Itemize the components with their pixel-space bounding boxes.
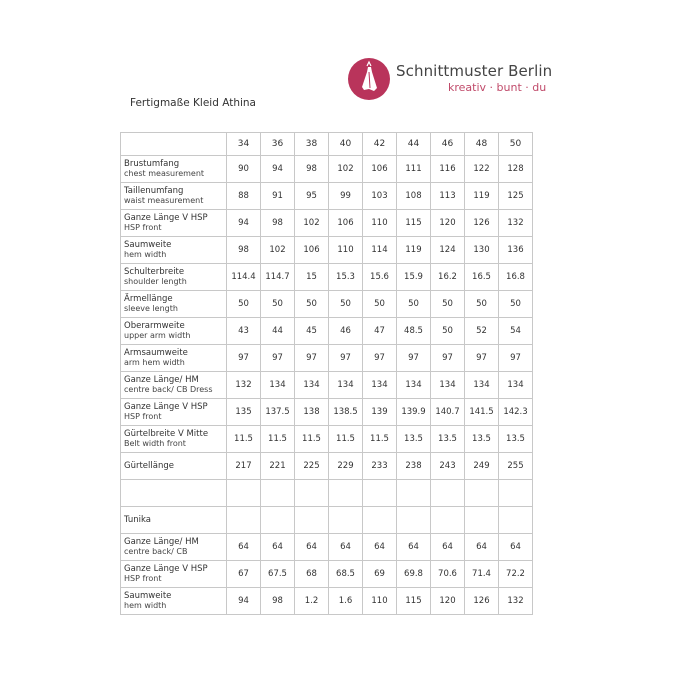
table-cell: 69.8	[397, 561, 431, 588]
table-cell: 134	[499, 372, 533, 399]
row-label-main: Tunika	[124, 515, 152, 525]
table-cell: 97	[261, 345, 295, 372]
table-cell: 97	[465, 345, 499, 372]
table-cell	[363, 480, 397, 507]
size-header-34: 34	[227, 133, 261, 156]
table-cell	[329, 507, 363, 534]
size-header-36: 36	[261, 133, 295, 156]
table-cell: 47	[363, 318, 397, 345]
table-cell: 140.7	[431, 399, 465, 426]
table-cell: 71.4	[465, 561, 499, 588]
row-label	[121, 372, 227, 399]
table-cell: 134	[295, 372, 329, 399]
table-cell: 135	[227, 399, 261, 426]
table-cell: 97	[295, 345, 329, 372]
table-cell: 138.5	[329, 399, 363, 426]
table-cell: 138	[295, 399, 329, 426]
table-cell: 13.5	[397, 426, 431, 453]
row-label-main: Ärmellänge	[124, 294, 173, 304]
table-cell: 64	[295, 534, 329, 561]
table-cell	[227, 507, 261, 534]
table-cell: 137.5	[261, 399, 295, 426]
row-label	[121, 264, 227, 291]
table-cell: 90	[227, 156, 261, 183]
row-label-main: Brustumfang	[124, 159, 180, 169]
brand-name: Schnittmuster Berlin	[396, 62, 553, 80]
table-cell: 134	[397, 372, 431, 399]
table-row	[121, 480, 533, 507]
table-cell	[499, 480, 533, 507]
row-label-main: Ganze Länge/ HM	[124, 375, 199, 385]
table-cell: 64	[465, 534, 499, 561]
table-cell: 11.5	[227, 426, 261, 453]
table-row	[121, 453, 533, 480]
table-row	[121, 507, 533, 534]
table-cell: 113	[431, 183, 465, 210]
table-cell: 141.5	[465, 399, 499, 426]
table-cell: 126	[465, 588, 499, 615]
row-label	[121, 237, 227, 264]
table-cell: 115	[397, 588, 431, 615]
table-cell	[465, 480, 499, 507]
table-cell	[329, 480, 363, 507]
table-cell	[465, 507, 499, 534]
table-cell: 255	[499, 453, 533, 480]
table-cell: 120	[431, 588, 465, 615]
table-cell: 111	[397, 156, 431, 183]
table-cell: 46	[329, 318, 363, 345]
table-cell: 119	[465, 183, 499, 210]
table-cell: 97	[397, 345, 431, 372]
table-cell: 126	[465, 210, 499, 237]
page-title: Fertigmaße Kleid Athina	[130, 97, 256, 109]
table-cell: 243	[431, 453, 465, 480]
table-cell: 15.3	[329, 264, 363, 291]
table-cell: 136	[499, 237, 533, 264]
table-cell: 134	[261, 372, 295, 399]
table-cell: 1.2	[295, 588, 329, 615]
table-cell: 139.9	[397, 399, 431, 426]
table-cell: 64	[227, 534, 261, 561]
table-cell: 217	[227, 453, 261, 480]
table-cell: 115	[397, 210, 431, 237]
table-cell: 134	[363, 372, 397, 399]
table-cell: 11.5	[295, 426, 329, 453]
table-cell: 15.6	[363, 264, 397, 291]
table-cell: 44	[261, 318, 295, 345]
row-label-main: Taillenumfang	[124, 186, 184, 196]
table-cell: 99	[329, 183, 363, 210]
table-row	[121, 372, 533, 399]
size-header-42: 42	[363, 133, 397, 156]
table-cell	[431, 480, 465, 507]
dress-logo-icon	[348, 58, 390, 100]
row-label-main: Ganze Länge V HSP	[124, 213, 208, 223]
table-cell: 50	[363, 291, 397, 318]
table-cell: 225	[295, 453, 329, 480]
row-label-main: Schulterbreite	[124, 267, 185, 277]
table-row	[121, 426, 533, 453]
table-row	[121, 345, 533, 372]
table-cell: 114	[363, 237, 397, 264]
table-row	[121, 156, 533, 183]
row-label-main: Saumweite	[124, 591, 172, 601]
table-cell: 106	[295, 237, 329, 264]
table-cell: 132	[499, 210, 533, 237]
row-label-sub: centre back/ CB	[124, 547, 188, 556]
corner-cell	[121, 133, 227, 156]
table-cell: 108	[397, 183, 431, 210]
table-cell: 125	[499, 183, 533, 210]
table-cell: 50	[397, 291, 431, 318]
table-cell: 11.5	[329, 426, 363, 453]
row-label	[121, 291, 227, 318]
table-cell: 249	[465, 453, 499, 480]
row-label-sub: waist measurement	[124, 196, 204, 205]
table-cell: 64	[431, 534, 465, 561]
table-cell	[363, 507, 397, 534]
table-cell: 132	[499, 588, 533, 615]
table-cell: 114.7	[261, 264, 295, 291]
table-cell: 50	[227, 291, 261, 318]
row-label	[121, 426, 227, 453]
row-label	[121, 156, 227, 183]
table-cell: 98	[295, 156, 329, 183]
row-label-main: Saumweite	[124, 240, 172, 250]
table-cell: 97	[227, 345, 261, 372]
table-cell: 103	[363, 183, 397, 210]
table-cell	[295, 480, 329, 507]
table-cell: 50	[261, 291, 295, 318]
row-label-main: Ganze Länge V HSP	[124, 564, 208, 574]
table-row	[121, 534, 533, 561]
table-row	[121, 183, 533, 210]
table-cell: 106	[363, 156, 397, 183]
table-cell: 94	[227, 210, 261, 237]
table-cell: 67	[227, 561, 261, 588]
table-cell: 124	[431, 237, 465, 264]
table-cell	[499, 507, 533, 534]
row-label	[121, 453, 227, 480]
table-cell	[261, 480, 295, 507]
row-label	[121, 183, 227, 210]
row-label-main: Ganze Länge/ HM	[124, 537, 199, 547]
table-cell: 16.2	[431, 264, 465, 291]
table-row	[121, 318, 533, 345]
table-cell: 64	[261, 534, 295, 561]
row-label-main: Gürtellänge	[124, 461, 174, 471]
table-cell: 64	[329, 534, 363, 561]
table-row	[121, 237, 533, 264]
table-cell: 64	[363, 534, 397, 561]
table-cell: 54	[499, 318, 533, 345]
table-row	[121, 210, 533, 237]
table-cell: 233	[363, 453, 397, 480]
table-cell: 67.5	[261, 561, 295, 588]
table-cell: 15	[295, 264, 329, 291]
table-cell: 88	[227, 183, 261, 210]
row-label	[121, 345, 227, 372]
brand-tagline: kreativ · bunt · du	[448, 81, 547, 94]
table-cell: 119	[397, 237, 431, 264]
row-label	[121, 588, 227, 615]
table-cell: 13.5	[499, 426, 533, 453]
table-cell: 15.9	[397, 264, 431, 291]
table-cell: 139	[363, 399, 397, 426]
table-cell: 52	[465, 318, 499, 345]
table-cell: 142.3	[499, 399, 533, 426]
table-cell: 91	[261, 183, 295, 210]
table-cell: 132	[227, 372, 261, 399]
row-label	[121, 534, 227, 561]
table-cell: 98	[261, 588, 295, 615]
table-cell: 69	[363, 561, 397, 588]
table-cell: 116	[431, 156, 465, 183]
table-cell: 238	[397, 453, 431, 480]
table-cell: 110	[363, 210, 397, 237]
table-cell: 130	[465, 237, 499, 264]
table-cell: 45	[295, 318, 329, 345]
table-cell: 50	[295, 291, 329, 318]
table-cell: 102	[261, 237, 295, 264]
table-cell: 16.8	[499, 264, 533, 291]
row-label-sub: HSP front	[124, 223, 162, 232]
table-cell: 102	[329, 156, 363, 183]
table-cell: 110	[329, 237, 363, 264]
table-cell: 50	[465, 291, 499, 318]
row-label-sub: chest measurement	[124, 169, 205, 178]
size-header-46: 46	[431, 133, 465, 156]
row-label	[121, 318, 227, 345]
table-cell: 64	[499, 534, 533, 561]
table-row	[121, 399, 533, 426]
table-cell: 64	[397, 534, 431, 561]
table-cell: 70.6	[431, 561, 465, 588]
table-cell: 114.4	[227, 264, 261, 291]
row-label-sub: arm hem width	[124, 358, 185, 367]
table-cell	[397, 507, 431, 534]
table-cell: 72.2	[499, 561, 533, 588]
table-cell: 128	[499, 156, 533, 183]
row-label-sub: centre back/ CB Dress	[124, 385, 213, 394]
row-label-main: Armsaumweite	[124, 348, 188, 358]
table-cell: 13.5	[465, 426, 499, 453]
table-row	[121, 291, 533, 318]
row-label	[121, 210, 227, 237]
row-label-sub: shoulder length	[124, 277, 187, 286]
table-cell: 110	[363, 588, 397, 615]
row-label-sub: Belt width front	[124, 439, 186, 448]
row-label-sub: sleeve length	[124, 304, 178, 313]
table-cell: 13.5	[431, 426, 465, 453]
size-header-40: 40	[329, 133, 363, 156]
table-cell: 16.5	[465, 264, 499, 291]
table-cell	[261, 507, 295, 534]
table-cell	[397, 480, 431, 507]
table-cell: 229	[329, 453, 363, 480]
row-label-sub: HSP front	[124, 574, 162, 583]
size-header-row	[121, 133, 533, 156]
table-cell: 1.6	[329, 588, 363, 615]
table-cell: 97	[499, 345, 533, 372]
table-cell: 97	[431, 345, 465, 372]
table-cell: 95	[295, 183, 329, 210]
table-cell: 11.5	[363, 426, 397, 453]
table-cell: 48.5	[397, 318, 431, 345]
table-cell: 50	[499, 291, 533, 318]
row-label-main: Ganze Länge V HSP	[124, 402, 208, 412]
row-label-sub: hem width	[124, 250, 167, 259]
table-cell: 11.5	[261, 426, 295, 453]
row-label	[121, 507, 227, 534]
row-label-main: Oberarmweite	[124, 321, 185, 331]
table-cell: 97	[329, 345, 363, 372]
table-cell: 50	[431, 318, 465, 345]
row-label-sub: upper arm width	[124, 331, 191, 340]
row-label-main: Gürtelbreite V Mitte	[124, 429, 209, 439]
row-label-sub: HSP front	[124, 412, 162, 421]
table-cell: 43	[227, 318, 261, 345]
table-cell	[227, 480, 261, 507]
table-cell: 50	[431, 291, 465, 318]
size-header-44: 44	[397, 133, 431, 156]
row-label-sub: hem width	[124, 601, 167, 610]
table-cell: 134	[431, 372, 465, 399]
table-cell: 94	[227, 588, 261, 615]
table-cell: 134	[465, 372, 499, 399]
row-label	[121, 480, 227, 507]
table-row	[121, 264, 533, 291]
measurement-table	[120, 132, 533, 615]
table-cell: 120	[431, 210, 465, 237]
row-label	[121, 561, 227, 588]
table-row	[121, 588, 533, 615]
table-cell	[295, 507, 329, 534]
table-cell: 98	[261, 210, 295, 237]
table-row	[121, 561, 533, 588]
table-cell: 68	[295, 561, 329, 588]
table-cell: 122	[465, 156, 499, 183]
table-cell: 106	[329, 210, 363, 237]
table-cell: 102	[295, 210, 329, 237]
table-cell: 68.5	[329, 561, 363, 588]
size-header-50: 50	[499, 133, 533, 156]
row-label	[121, 399, 227, 426]
table-cell: 94	[261, 156, 295, 183]
size-header-38: 38	[295, 133, 329, 156]
table-cell: 50	[329, 291, 363, 318]
table-cell: 97	[363, 345, 397, 372]
table-cell: 98	[227, 237, 261, 264]
table-cell: 134	[329, 372, 363, 399]
table-cell	[431, 507, 465, 534]
table-cell: 221	[261, 453, 295, 480]
size-header-48: 48	[465, 133, 499, 156]
